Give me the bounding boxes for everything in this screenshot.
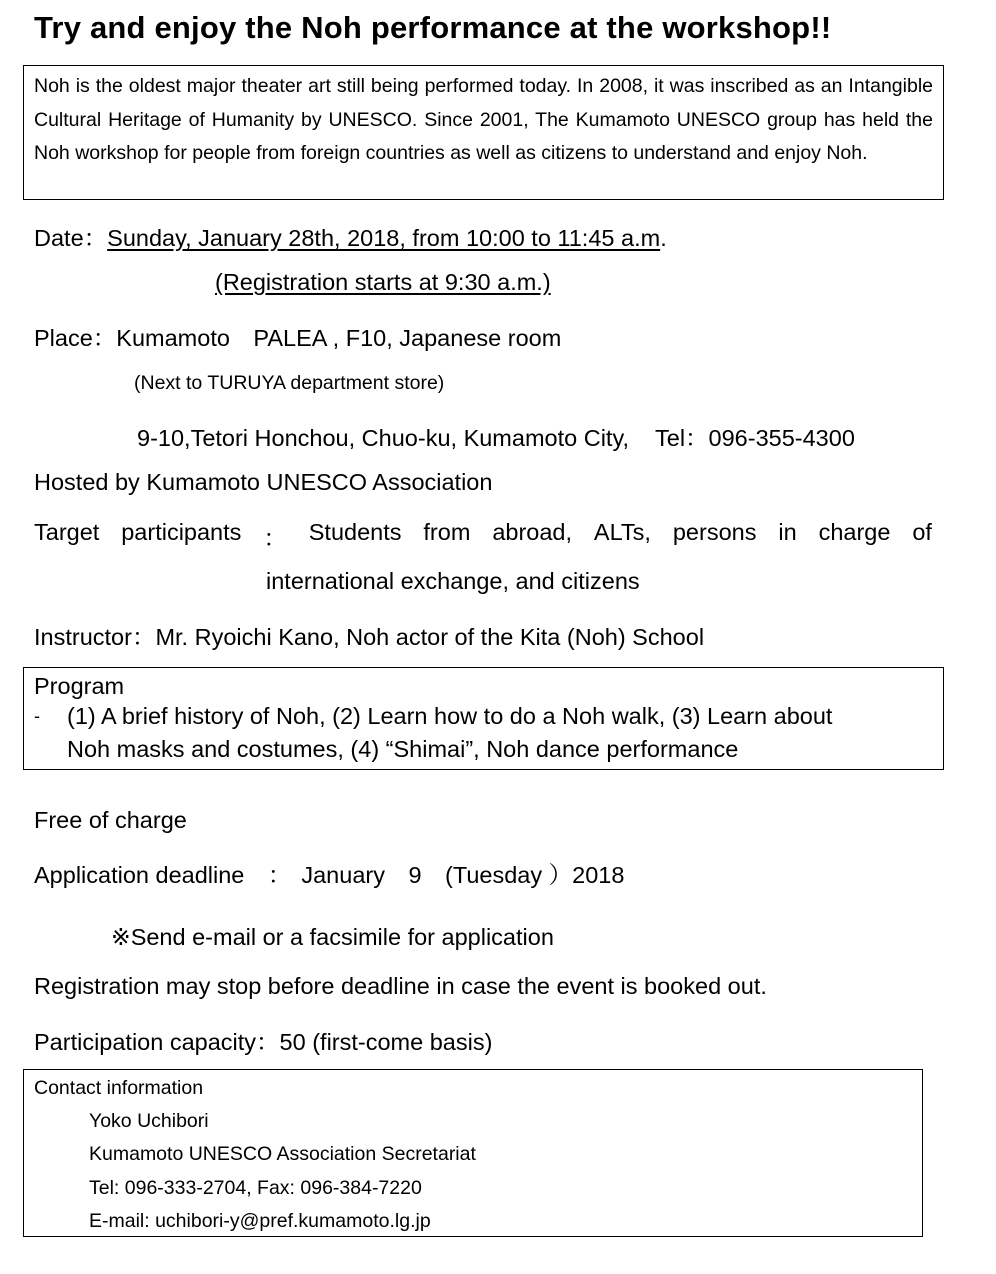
target-word: participants: [121, 519, 242, 545]
target-line-2: international exchange, and citizens: [266, 568, 640, 594]
program-line-2: Noh masks and costumes, (4) “Shimai”, Noh dance performance: [67, 736, 739, 762]
intro-box: [23, 65, 944, 200]
program-title: Program: [34, 673, 125, 699]
date-suffix: .: [660, 225, 667, 251]
place-note: (Next to TURUYA department store): [134, 372, 445, 394]
date-label: Date：: [34, 225, 108, 251]
contact-org: Kumamoto UNESCO Association Secretariat: [89, 1143, 476, 1166]
contact-name: Yoko Uchibori: [89, 1110, 209, 1132]
target-word: Target: [34, 519, 100, 545]
deadline-label: Application deadline ：: [34, 862, 292, 888]
target-word: charge: [818, 519, 891, 545]
free-of-charge: Free of charge: [34, 807, 187, 833]
target-word: persons: [672, 519, 757, 545]
capacity: Participation capacity：50 (first-come basis): [34, 1029, 493, 1055]
program-line-1: (1) A brief history of Noh, (2) Learn how to do a Noh walk, (3) Learn about: [67, 703, 833, 729]
contact-email[interactable]: E-mail: uchibori-y@pref.kumamoto.lg.jp: [89, 1209, 431, 1232]
address: 9-10,Tetori Honchou, Chuo-ku, Kumamoto City,: [137, 425, 629, 451]
hosted-by: Hosted by Kumamoto UNESCO Association: [34, 469, 493, 495]
target-word: ：: [263, 525, 287, 551]
target-word: in: [778, 519, 797, 545]
registration-time: (Registration starts at 9:30 a.m.): [215, 269, 551, 295]
target-word: of: [912, 519, 932, 545]
send-note: ※Send e-mail or a facsimile for application: [111, 924, 554, 950]
target-word: from: [423, 519, 471, 545]
page-title: Try and enjoy the Noh performance at the workshop!!: [34, 10, 832, 45]
program-item: [34, 700, 933, 766]
date-line: [34, 219, 667, 253]
venue-tel: Tel：096-355-4300: [655, 425, 855, 451]
instructor: Instructor：Mr. Ryoichi Kano, Noh actor of the Kita (Noh) School: [34, 624, 705, 650]
program-box: [23, 667, 944, 770]
target-word: Students: [308, 519, 402, 545]
target-word: ALTs,: [593, 519, 651, 545]
deadline-line: [34, 856, 624, 890]
contact-title: Contact information: [34, 1077, 204, 1099]
contact-box: [23, 1069, 923, 1237]
place-label: Place：: [34, 325, 117, 351]
deadline-value: January 9 (Tuesday ）2018: [301, 862, 625, 888]
place-value: Kumamoto PALEA , F10, Japanese room: [116, 325, 562, 351]
intro-text: Noh is the oldest major theater art still being performed today. In 2008, it was inscribed as an Intangible Cultural Heritage of Humanity by UNESCO. Since 2001, The Kumamoto UNESCO group has held the Noh workshop for people from foreign countries as well as citizens to understand and enjoy Noh.: [34, 75, 933, 164]
address-line: [137, 419, 855, 453]
place-line: [34, 319, 561, 353]
registration-note: Registration may stop before deadline in case the event is booked out.: [34, 973, 767, 999]
target-line: [34, 519, 932, 553]
target-word: abroad,: [492, 519, 573, 545]
contact-phone: Tel: 096-333-2704, Fax: 096-384-7220: [89, 1176, 422, 1199]
bullet-dash: -: [34, 706, 40, 726]
date-value: Sunday, January 28th, 2018, from 10:00 to 11:45 a.m: [107, 225, 661, 251]
